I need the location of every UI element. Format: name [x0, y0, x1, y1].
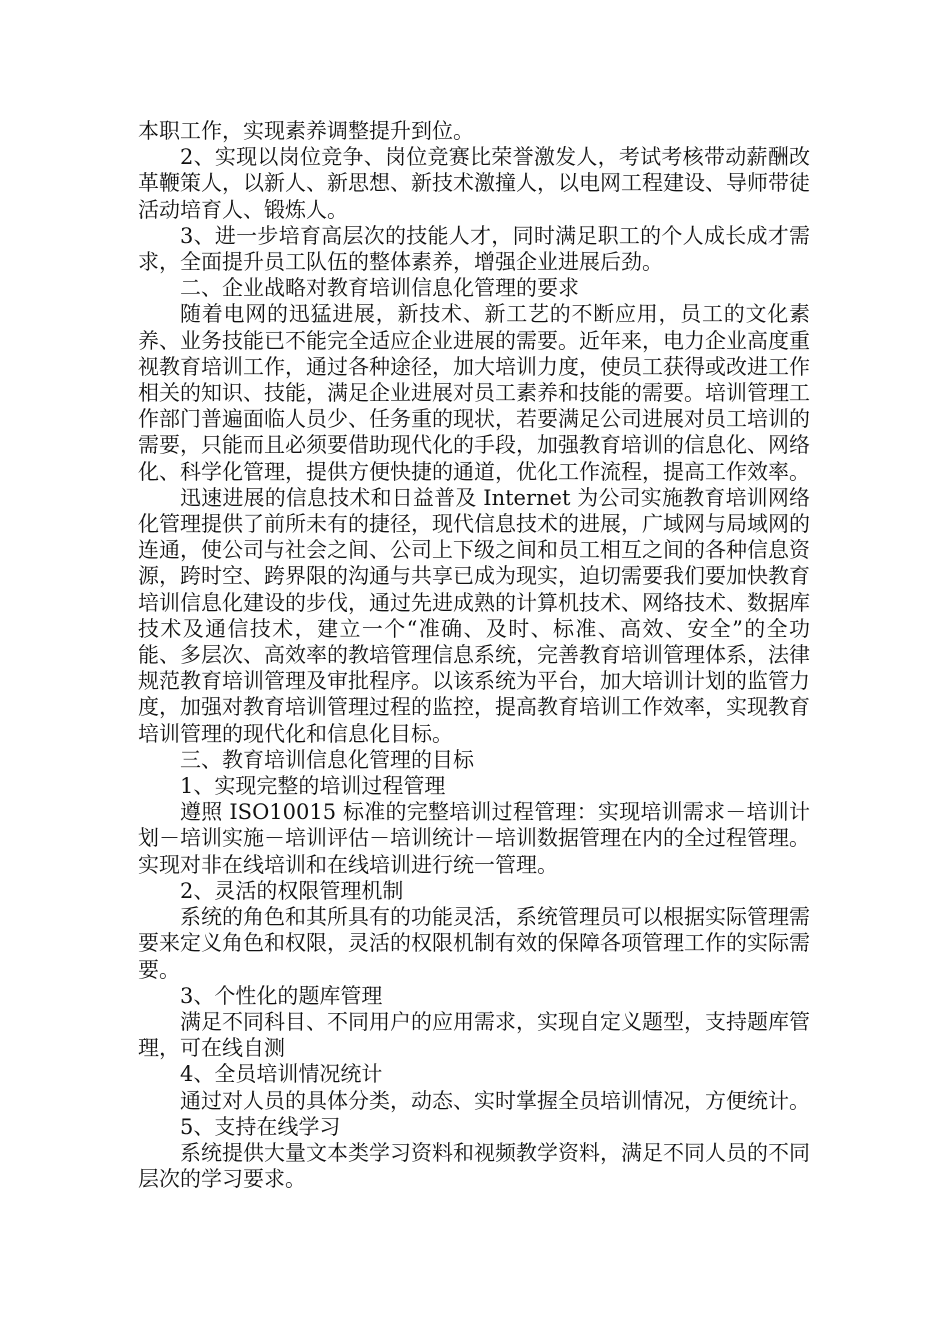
paragraph-body: 遵照 ISO10015 标准的完整培训过程管理：实现培训需求－培训计划－培训实施－培训评估－培训统计－培训数据管理在内的全过程管理。实现对非在线培训和在线培训进行统一管理。	[138, 800, 810, 877]
paragraph-body: 系统提供大量文本类学习资料和视频教学资料，满足不同人员的不同层次的学习要求。	[138, 1140, 810, 1192]
subheading-goal-3: 3、个性化的题库管理	[180, 983, 383, 1008]
paragraph-body: 随着电网的迅猛进展，新技术、新工艺的不断应用，员工的文化素养、业务技能已不能完全适应企业进展的需要。近年来，电力企业高度重视教育培训工作，通过各种途径，加大培训力度，使员工获得或改进工作相关的知识、技能，满足企业进展对员工素养和技能的需要。培训管理工作部门普遍面临人员少、任务重的现状，若要满足公司进展对员工培训的需要，只能而且必须要借助现代化的手段，加强教育培训的信息化、网络化、科学化管理，提供方便快捷的通道，优化工作流程，提高工作效率。	[138, 302, 810, 484]
paragraph-item-3: 3、进一步培育高层次的技能人才，同时满足职工的个人成长成才需求，全面提升员工队伍的整体素养，增强企业进展后劲。	[138, 223, 810, 275]
paragraph-body: 迅速进展的信息技术和日益普及 Internet 为公司实施教育培训网络化管理提供了前所未有的捷径，现代信息技术的进展，广域网与局域网的连通，使公司与社会之间、公司上下级之间和员工相互之间的各种信息资源，跨时空、跨界限的沟通与共享已成为现实，迫切需要我们要加快教育培训信息化建设的步伐，通过先进成熟的计算机技术、网络技术、数据库技术及通信技术，建立一个“准确、及时、标准、高效、安全”的全功能、多层次、高效率的教培管理信息系统，完善教育培训管理体系，法律规范教育培训管理及审批程序。以该系统为平台，加大培训计划的监管力度，加强对教育培训管理过程的监控，提高教育培训工作效率，实现教育培训管理的现代化和信息化目标。	[138, 485, 810, 746]
section-heading-3: 三、教育培训信息化管理的目标	[180, 747, 474, 772]
subheading-goal-4: 4、全员培训情况统计	[180, 1062, 383, 1087]
section-heading-2: 二、企业战略对教育培训信息化管理的要求	[180, 276, 579, 301]
paragraph-body: 通过对人员的具体分类，动态、实时掌握全员培训情况，方便统计。	[180, 1088, 810, 1113]
subheading-goal-5: 5、支持在线学习	[180, 1114, 341, 1139]
paragraph-continuation: 本职工作，实现素养调整提升到位。	[138, 119, 474, 143]
subheading-goal-1: 1、实现完整的培训过程管理	[180, 774, 446, 799]
document-body	[138, 118, 810, 1192]
paragraph-item-2: 2、实现以岗位竞争、岗位竞赛比荣誉激发人，考试考核带动薪酬改革鞭策人，以新人、新思想、新技术激撞人，以电网工程建设、导师带徒活动培育人、锻炼人。	[138, 145, 810, 222]
subheading-goal-2: 2、灵活的权限管理机制	[180, 878, 404, 903]
paragraph-body: 满足不同科目、不同用户的应用需求，实现自定义题型，支持题库管理，可在线自测	[138, 1009, 810, 1061]
paragraph-body: 系统的角色和其所具有的功能灵活，系统管理员可以根据实际管理需要来定义角色和权限，灵活的权限机制有效的保障各项管理工作的实际需要。	[138, 905, 810, 982]
